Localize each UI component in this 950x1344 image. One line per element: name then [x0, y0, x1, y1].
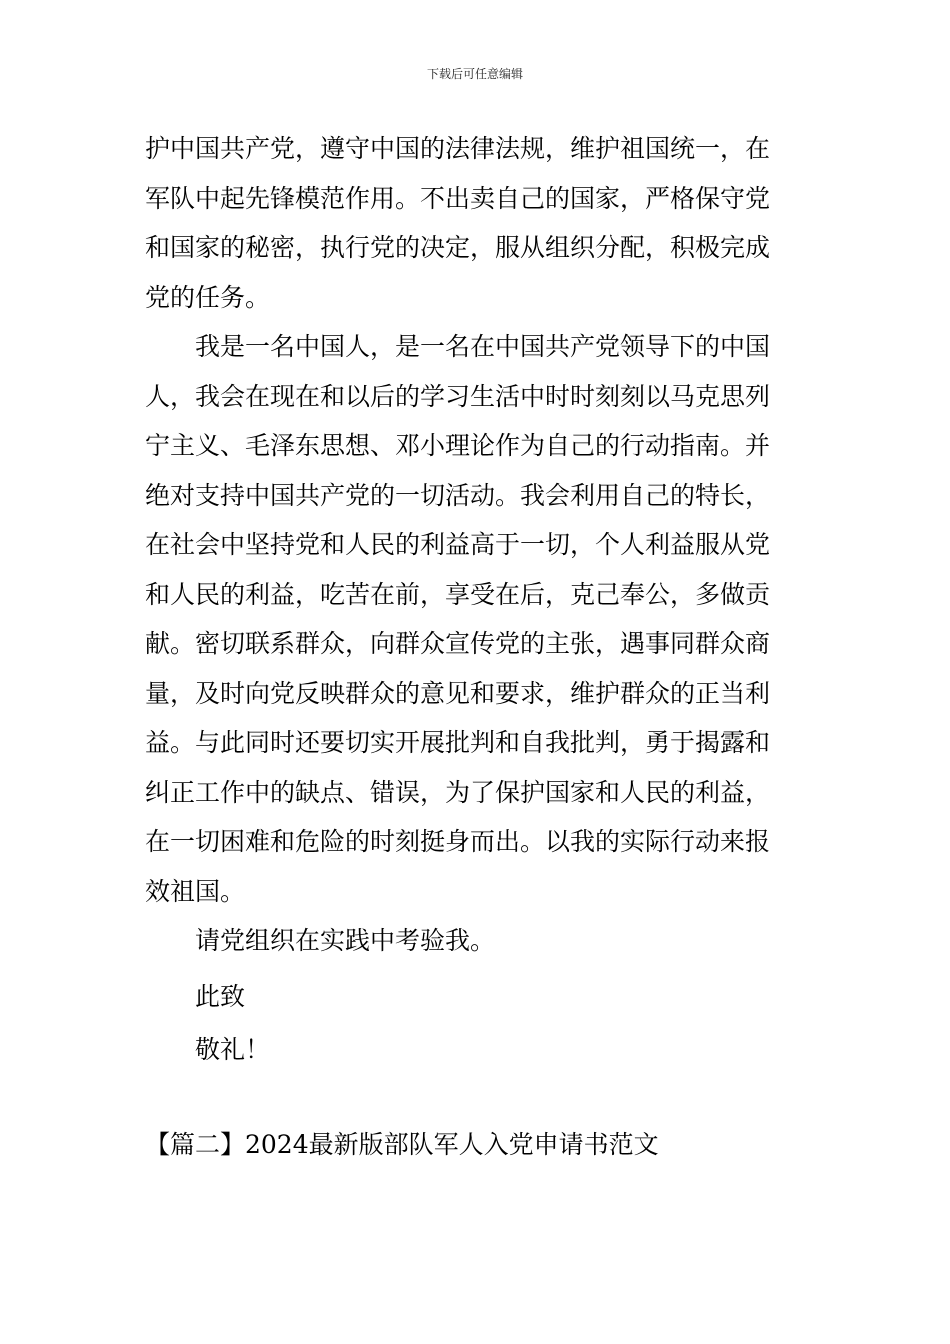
text-line: 敬礼！ — [195, 1035, 271, 1064]
text-line: 效祖国。 — [145, 876, 246, 906]
text-line: 此致 — [195, 982, 246, 1011]
text-line: 献。密切联系群众，向群众宣传党的主张，遇事同群众商 — [145, 629, 771, 658]
closing-regards — [145, 1025, 810, 1075]
paragraph-3 — [145, 916, 810, 966]
text-line: 军队中起先锋模范作用。不出卖自己的国家，严格保守党 — [145, 183, 771, 213]
paragraph-1 — [145, 124, 810, 322]
section-heading: 【篇二】2024最新版部队军人入党申请书范文 — [145, 1130, 659, 1159]
text-line: 益。与此同时还要切实开展批判和自我批判，勇于揭露和 — [145, 728, 771, 757]
text-line: 党的任务。 — [145, 282, 271, 312]
text-line: 我是一名中国人，是一名在中国共产党领导下的中国 — [195, 332, 771, 361]
text-line: 宁主义、毛泽东思想、邓小理论作为自己的行动指南。并 — [145, 431, 771, 460]
text-line: 在社会中坚持党和人民的利益高于一切，个人利益服从党 — [145, 530, 771, 559]
page-header-note: 下载后可任意编辑 — [426, 67, 523, 81]
text-line: 量，及时向党反映群众的意见和要求，维护群众的正当利 — [145, 678, 771, 708]
text-line: 在一切困难和危险的时刻挺身而出。以我的实际行动来报 — [145, 827, 771, 856]
text-line: 和人民的利益，吃苦在前，享受在后，克己奉公，多做贡 — [145, 579, 771, 609]
text-line: 绝对支持中国共产党的一切活动。我会利用自己的特长， — [145, 480, 771, 510]
text-line: 和国家的秘密，执行党的决定，服从组织分配，积极完成 — [145, 233, 771, 262]
text-line: 请党组织在实践中考验我。 — [195, 926, 496, 955]
text-line: 纠正工作中的缺点、错误，为了保护国家和人民的利益， — [145, 777, 771, 807]
paragraph-2 — [145, 322, 810, 916]
text-line: 护中国共产党，遵守中国的法律法规，维护祖国统一，在 — [145, 134, 771, 163]
text-line: 人，我会在现在和以后的学习生活中时时刻刻以马克思列 — [145, 381, 771, 411]
closing-salutation — [145, 972, 810, 1022]
